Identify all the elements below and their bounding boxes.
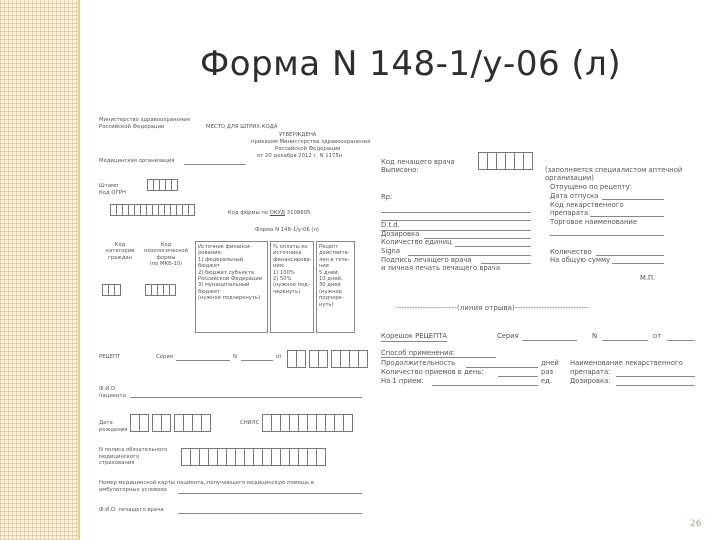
snils-cells[interactable] (262, 414, 352, 432)
dispense-date-label: Дата отпуска (550, 192, 599, 200)
med-org-label: Медицинская организация (99, 158, 175, 164)
pharmacy-note: (заполняется специалистом аптечной организации) (545, 166, 683, 182)
doctor-code-cells[interactable] (478, 152, 532, 170)
units-line[interactable] (455, 246, 531, 247)
date-cells[interactable] (287, 350, 367, 368)
stub-title: Корешок РЕЦЕПТА (381, 332, 448, 340)
drug-code-line[interactable] (590, 216, 664, 217)
recipe-label: РЕЦЕПТ (99, 354, 121, 360)
stub-times-line[interactable] (498, 376, 538, 377)
ministry-line-1: Министерство здравоохранения (99, 117, 190, 123)
med-card-label-2: амбулаторных условиях (99, 487, 167, 493)
stub-drug-name-label-1: Наименование лекарственного (570, 359, 683, 367)
drug-code-label-2: препарата (550, 209, 589, 217)
number-line[interactable] (241, 360, 273, 361)
stub-method-line[interactable] (381, 357, 496, 358)
stamp-cells[interactable] (147, 179, 177, 191)
signa-label: Signa (381, 247, 400, 255)
rp-line-2[interactable] (381, 220, 531, 221)
patient-fio-label: Ф.И.О. пациента (99, 386, 126, 399)
stub-n-label: N (592, 332, 598, 340)
stub-per-dose-label: На 1 прием: (381, 377, 424, 385)
snils-label: СНИЛС (240, 420, 260, 426)
stub-method-label: Способ применения: (381, 349, 455, 357)
okud-label: Код формы по (228, 210, 269, 216)
stamp-label: Штамп (99, 183, 119, 189)
form-name: Форма N 148-1/у-06 (л) (255, 227, 319, 233)
col-category-code: Код категории граждан (106, 242, 135, 261)
series-line[interactable] (176, 360, 230, 361)
total-label: На общую сумму (550, 256, 611, 264)
issued-label: Выписано: (381, 166, 419, 174)
category-cells[interactable] (102, 284, 120, 296)
dtd-label: D.t.d. (381, 221, 400, 229)
rp-line-1[interactable] (381, 212, 531, 213)
okud-code: 3108805 (286, 210, 311, 216)
stub-unit-label: ед. (541, 377, 553, 385)
okud-row (228, 210, 310, 217)
ogrn-label: Код ОГРН (99, 190, 126, 196)
stub-drug-name-line[interactable] (616, 376, 695, 377)
ogrn-cells[interactable] (110, 204, 194, 216)
quantity-label: Количество (550, 248, 592, 256)
policy-cells[interactable] (181, 448, 325, 466)
birth-date-label: Дата рождения (99, 420, 128, 433)
birth-date-cells[interactable] (130, 414, 210, 432)
ministry-line-2: Российской Федерации (99, 124, 165, 130)
stub-from-label: от (653, 332, 662, 340)
col-funding-source: Источник финанси- рования: 1) федеральный бюджет 2) бюджет субъекта Российской Федерации 3) муниципальный бюджет (нужное подчеркнуть) (195, 241, 268, 333)
n-label: N (233, 354, 237, 360)
decorative-side-stripe (0, 0, 80, 540)
drug-code-label: Код лекарственного (550, 201, 624, 209)
patient-fio-line[interactable] (130, 397, 362, 398)
stub-duration-label: Продолжительность (381, 359, 456, 367)
col-nosology-code: Код нозологической формы (по МКБ-10) (144, 242, 188, 268)
doctor-fio-label: Ф.И.О. лечащего врача (99, 507, 164, 513)
med-org-line (184, 164, 246, 165)
trade-name-line[interactable] (550, 235, 664, 236)
doctor-fio-line[interactable] (178, 513, 362, 514)
med-card-line[interactable] (178, 493, 362, 494)
col-validity: Рецепт действите- лен в тече- ние 5 дней, 10 дней, 30 дней (нужное подчерк- нуть) (316, 241, 355, 333)
stub-times-label: раз (541, 368, 554, 376)
approved-order-2: Российской Федерации (275, 146, 341, 152)
stub-date-line[interactable] (667, 340, 695, 341)
trade-name-label: Торговое наименование (550, 218, 638, 226)
stub-per-dose-line[interactable] (432, 385, 538, 386)
approved-order-1: приказом Министерства здравоохранения (251, 139, 371, 145)
med-card-label-1: Номер медицинской карты пациента, получающего медицинскую помощь в (99, 480, 314, 486)
stub-drug-name-label-2: препарата: (570, 368, 611, 376)
stub-days-label: дней (541, 359, 559, 367)
approved-label: УТВЕРЖДЕНА (279, 132, 317, 138)
rp-label: Rp: (381, 193, 393, 201)
dispense-date-line[interactable] (602, 199, 664, 200)
okud-link[interactable]: ОКУД (269, 210, 286, 216)
page-number: 26 (690, 519, 702, 529)
slide-title: Форма N 148-1/у-06 (л) (200, 44, 622, 84)
approved-order-3: от 20 декабря 2012 г. N 1175н (257, 153, 343, 159)
barcode-place: МЕСТО ДЛЯ ШТРИХ-КОДА (206, 124, 278, 130)
total-line[interactable] (612, 263, 664, 264)
units-label: Количество единиц (381, 238, 452, 246)
mp-label: М.П. (640, 274, 656, 282)
signature-label-2: и личная печать лечащего врача (381, 264, 500, 272)
stub-number-line[interactable] (602, 340, 648, 341)
signature-label-1: Подпись лечащего врача (381, 256, 472, 264)
stub-times-per-day-label: Количество приемов в день: (381, 368, 484, 376)
stub-title-line (381, 341, 447, 342)
stub-dosage-line[interactable] (616, 385, 695, 386)
tear-line: -----------------------(линия отрыва)---------------------------- (396, 304, 590, 312)
col-payment-percent: % оплаты из источника финансирова- ния: 1) 100% 2) 50% (нужное под- черкнуть) (270, 241, 314, 333)
stub-series-line[interactable] (522, 340, 577, 341)
series-label: Серия (156, 354, 173, 360)
nosology-cells[interactable] (145, 284, 175, 296)
stub-dosage-label: Дозировка: (570, 377, 611, 385)
dispensed-label: Отпущено по рецепту: (550, 183, 632, 191)
policy-label: N полиса обязательного медицинского страхования (99, 447, 168, 467)
from-label: от (276, 354, 283, 360)
stub-series-label: Серия (497, 332, 519, 340)
dosage-label: Дозировка (381, 230, 420, 238)
doctor-code-label: Код лечащего врача (381, 158, 455, 166)
